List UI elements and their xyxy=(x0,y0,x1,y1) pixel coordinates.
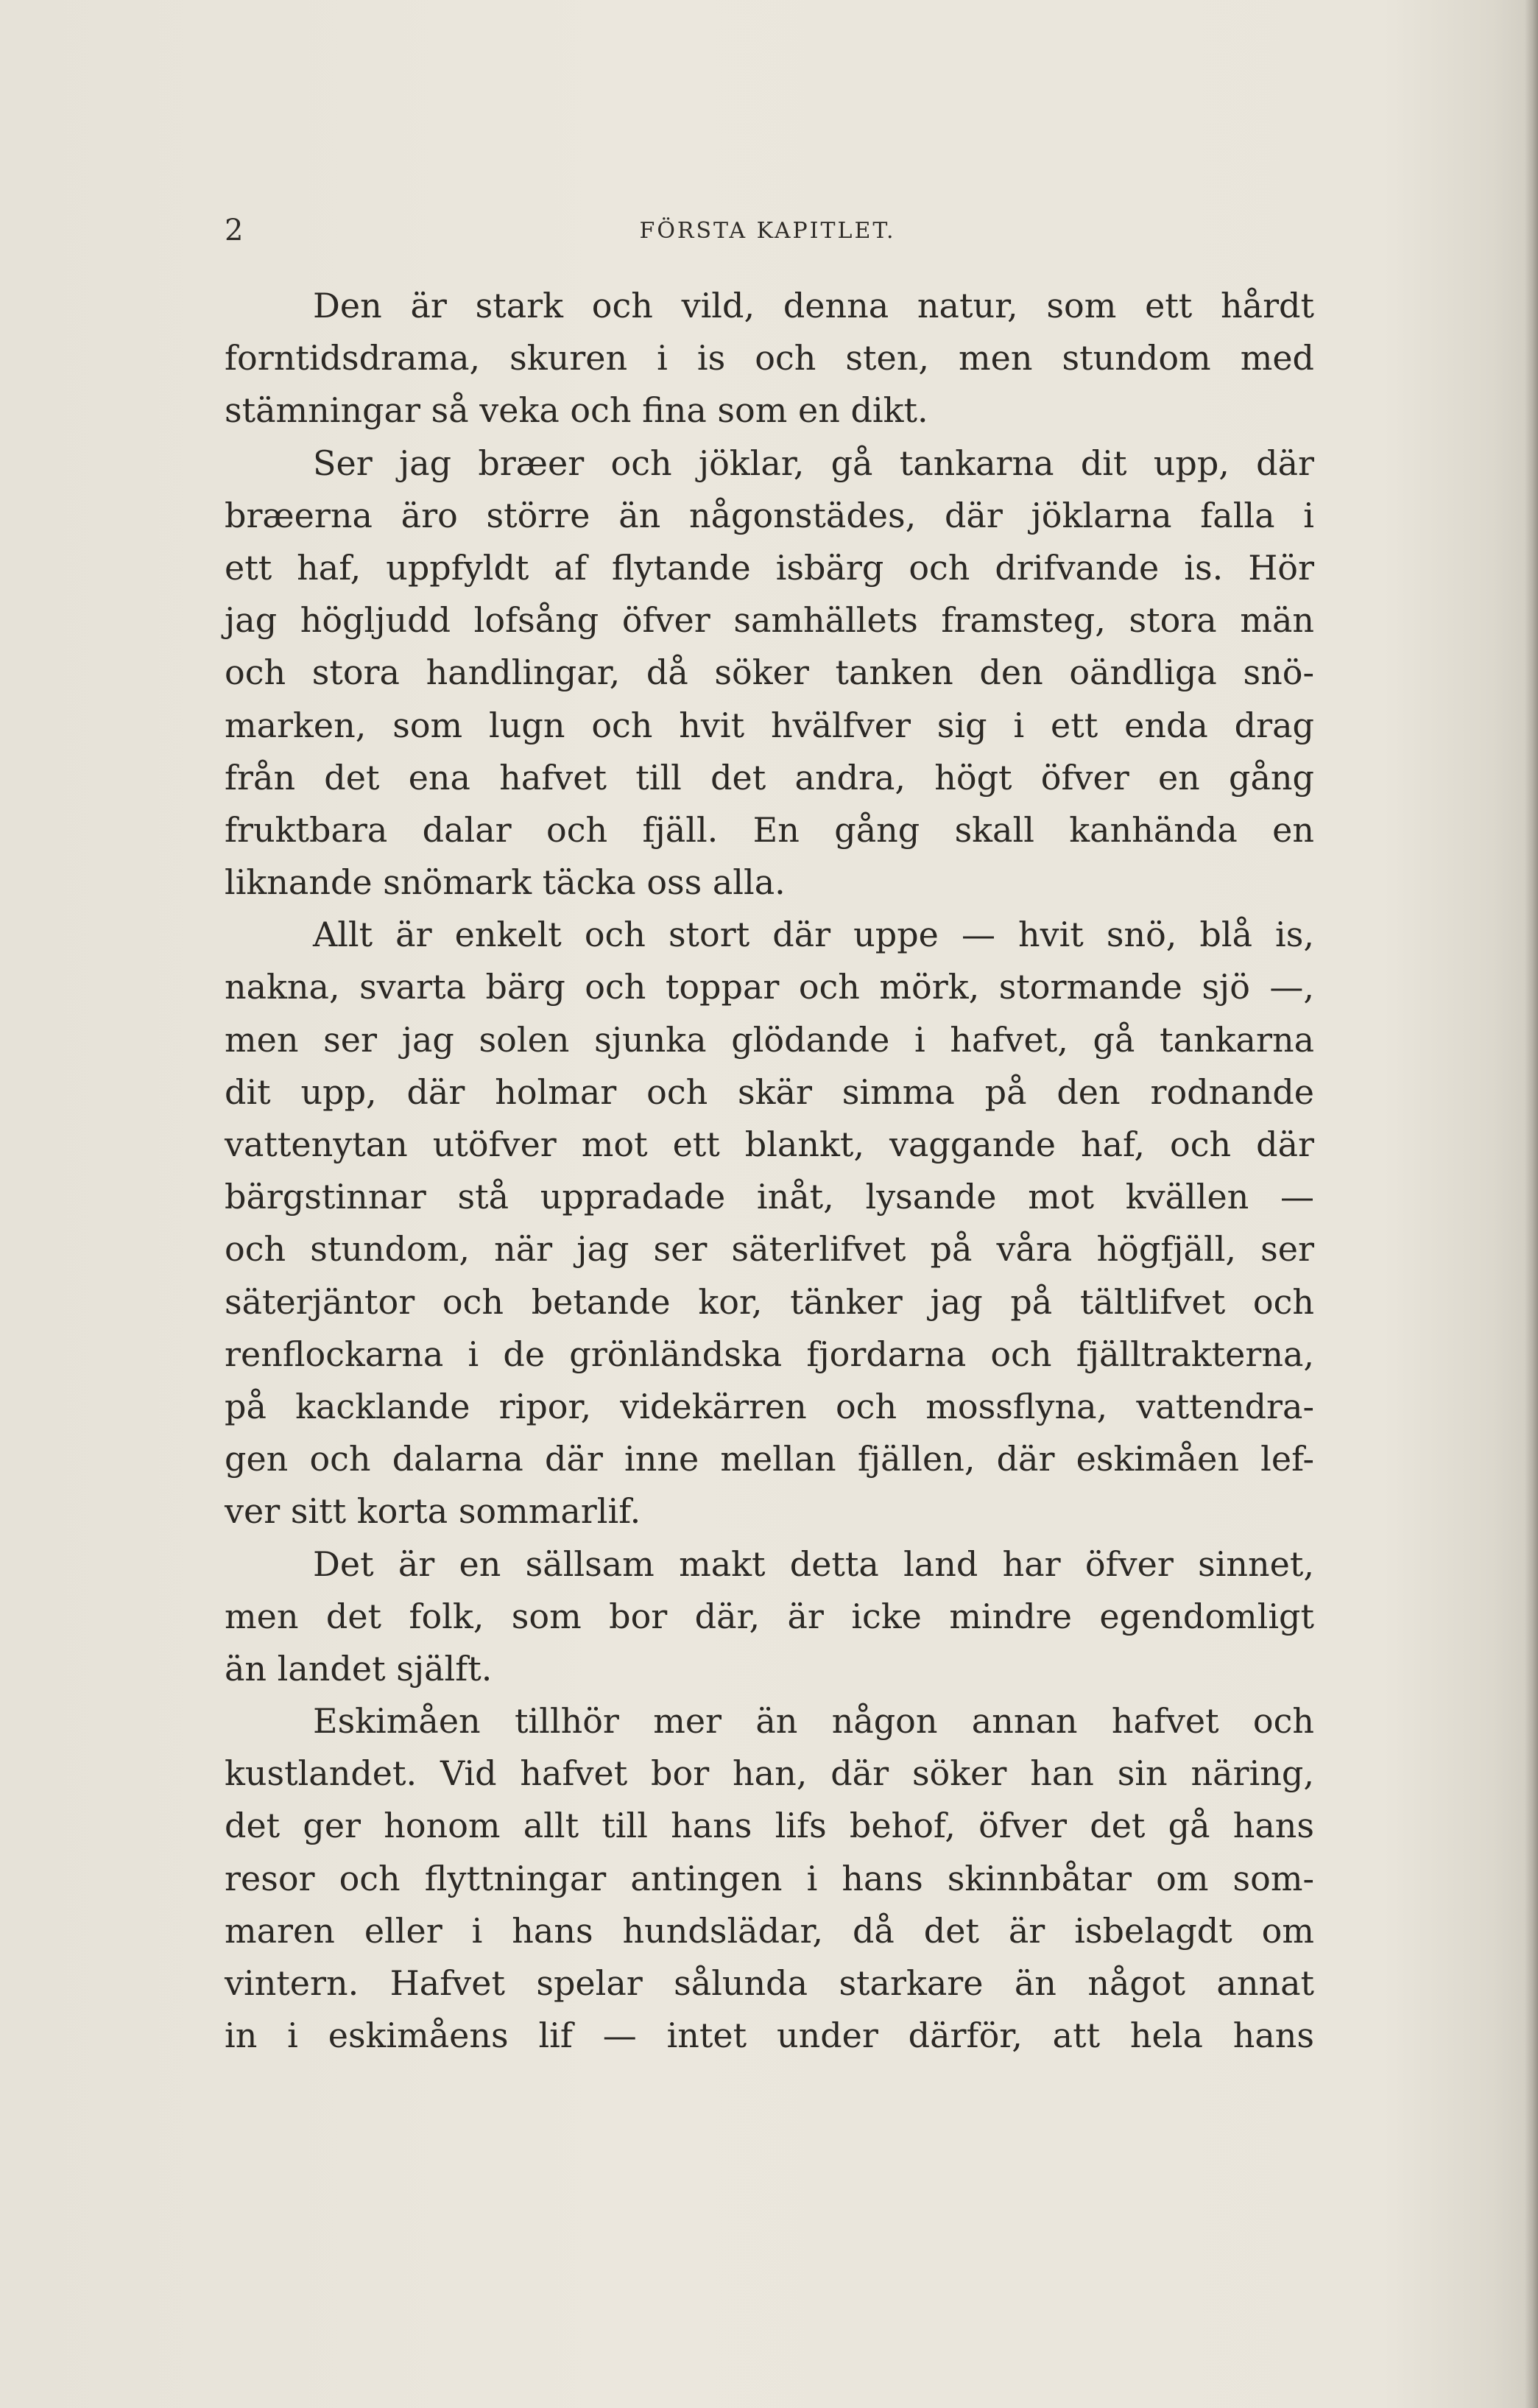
text-line: marken, som lugn och hvit hvälfver sig i ett enda drag xyxy=(225,705,1314,745)
text-line: ett haf, uppfyldt af flytande isbärg och drifvande is. Hör xyxy=(225,547,1314,588)
text-line: Allt är enkelt och stort där uppe — hvit snö, blå is, xyxy=(313,915,1314,955)
text-line: på kacklande ripor, videkärren och mossflyna, vattendra- xyxy=(225,1386,1314,1426)
text-line: resor och flyttningar antingen i hans skinnbåtar om som- xyxy=(225,1858,1314,1898)
text-line: dit upp, där holmar och skär simma på den rodnande xyxy=(225,1071,1314,1112)
text-line: det ger honom allt till hans lifs behof, öfver det gå hans xyxy=(225,1806,1314,1846)
text-line: från det ena hafvet till det andra, högt öfver en gång xyxy=(225,757,1314,798)
paragraph xyxy=(225,1538,1314,1696)
text-line: fruktbara dalar och fjäll. En gång skall kanhända en xyxy=(225,809,1314,850)
text-line: Ser jag bræer och jöklar, gå tankarna dit upp, där xyxy=(313,443,1314,483)
text-line: vintern. Hafvet spelar sålunda starkare än något annat xyxy=(225,1963,1314,2003)
text-line: ver sitt korta sommarlif. xyxy=(225,1491,641,1532)
text-line: maren eller i hans hundslädar, då det är isbelagdt om xyxy=(225,1910,1314,1951)
text-line: säterjäntor och betande kor, tänker jag på tältlifvet och xyxy=(225,1281,1314,1322)
paragraph xyxy=(225,437,1314,909)
text-line: liknande snömark täcka oss alla. xyxy=(225,862,786,903)
chapter-title: FÖRSTA KAPITLET. xyxy=(639,218,896,244)
text-line: men ser jag solen sjunka glödande i hafvet, gå tankarna xyxy=(225,1019,1314,1060)
text-line: och stora handlingar, då söker tanken den oändliga snö- xyxy=(225,652,1314,693)
text-line: Det är en sällsam makt detta land har öfver sinnet, xyxy=(313,1543,1314,1584)
text-line: än landet själft. xyxy=(225,1648,493,1689)
paragraph xyxy=(225,280,1314,437)
text-line: jag högljudd lofsång öfver samhällets framsteg, stora män xyxy=(225,600,1314,641)
text-line: och stundom, när jag ser säterlifvet på våra högfjäll, ser xyxy=(225,1229,1314,1270)
text-line: renflockarna i de grönländska fjordarna och fjälltrakterna, xyxy=(225,1334,1314,1374)
paragraph xyxy=(225,1695,1314,2062)
text-line: in i eskimåens lif — intet under därför, att hela hans xyxy=(225,2016,1314,2056)
paragraph xyxy=(225,909,1314,1538)
text-line: vattenytan utöfver mot ett blankt, vaggande haf, och där xyxy=(225,1124,1314,1164)
text-line: nakna, svarta bärg och toppar och mörk, stormande sjö —, xyxy=(225,967,1314,1007)
page-edge-shadow xyxy=(1525,0,1538,2408)
text-line: Den är stark och vild, denna natur, som ett hårdt xyxy=(313,286,1314,325)
text-line: bræerna äro större än någonstädes, där jöklarna falla i xyxy=(225,495,1314,535)
page-number: 2 xyxy=(225,214,244,247)
text-line: gen och dalarna där inne mellan fjällen, där eskimåen lef- xyxy=(225,1439,1314,1479)
text-line: men det folk, som bor där, är icke mindre egendomligt xyxy=(225,1596,1314,1636)
text-line: stämningar så veka och fina som en dikt. xyxy=(225,390,928,431)
running-head xyxy=(225,214,1311,250)
text-line: bärgstinnar stå uppradade inåt, lysande mot kvällen — xyxy=(225,1177,1314,1217)
text-line: kustlandet. Vid hafvet bor han, där söker han sin näring, xyxy=(225,1753,1314,1794)
text-line: forntidsdrama, skuren i is och sten, men stundom med xyxy=(225,338,1314,379)
text-line: Eskimåen tillhör mer än någon annan hafvet och xyxy=(313,1701,1314,1742)
body-text xyxy=(225,280,1314,2062)
